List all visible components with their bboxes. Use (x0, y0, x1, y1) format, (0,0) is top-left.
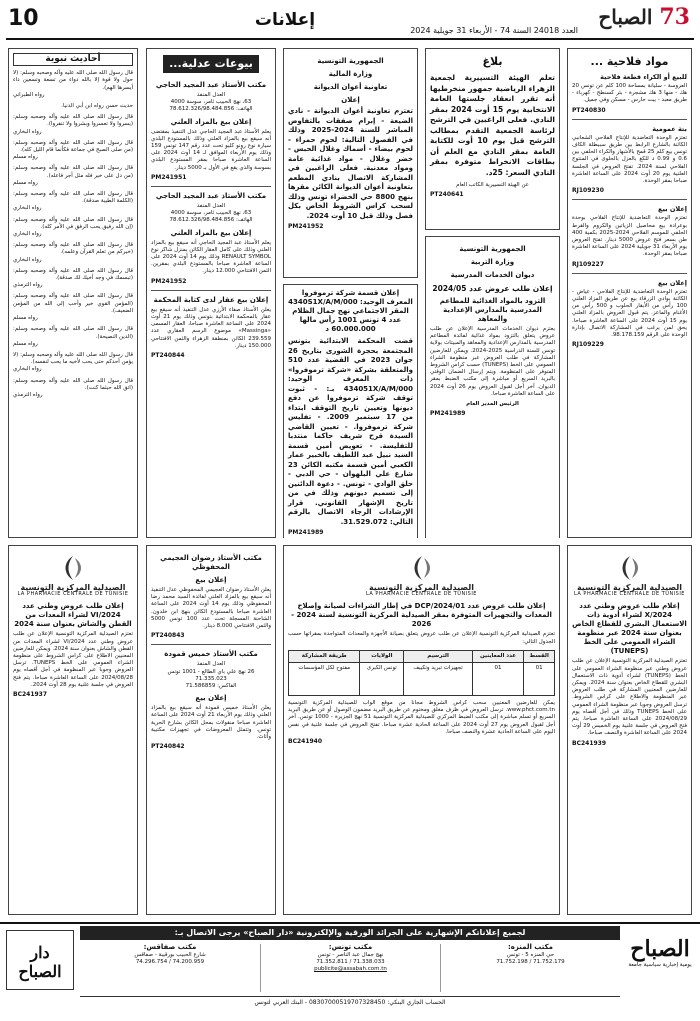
agri-ad-title: إعلان بيع (658, 278, 687, 287)
issue-line: العدد 24018 السنة 74 - الأربعاء 31 جويلية 2024 (410, 26, 578, 35)
gov-line: ديوان الخدمات المدرسية (450, 271, 535, 279)
agri-ad-title: بتة عمومية (652, 124, 687, 133)
customs-title: إعلان (341, 96, 360, 104)
footer-logo-assabah (626, 930, 694, 990)
office-address: نهج جمال عبد الناصر - تونس (317, 952, 384, 958)
agri-ad-body: تعتزم الوحدة التعاضدية للإنتاج الفلاحي بوحدة بوعرادة بيع محاصيل الزياتين والكروم والقرط الحلفي للموسم الفلاحي 2024-2025 بكمية 400 طن بسعر فتح عروض 5000 دينار. تفتح العروض يوم الأربعاء 31 جويلية 2024 على الساعة العاشرة صباحا بمقر الوحدة. (572, 215, 687, 258)
hadith-narrator: رواه الطبراني (13, 91, 45, 98)
table-row (289, 663, 555, 696)
tender-title: إعلان طلب عروض عدد 2024/05 (432, 284, 553, 293)
office-phone: الهاتف: 78.612.326/98.484.856 (169, 217, 253, 224)
maintenance-ref: BC241940 (288, 738, 323, 746)
hadith-text: قال رسول الله صلى الله عليه وآله وصحبه وسلم: (اتق الله حيثما كنت). (13, 377, 133, 391)
hadith-item (13, 326, 133, 348)
hadith-text: قال رسول الله صلى الله عليه وآله وصحبه وسلم: (الدين النصيحة). (13, 326, 133, 340)
legal-ref: PM241989 (288, 529, 324, 536)
pharmacy-tender-body: تعتزم الصيدلية المركزية التونسية الإعلان عن طلب عروض وطني عبر منظومة الشراء العمومي على الخط (TUNEPS) لشراء أدوية ذات الاستعمال البشري للقطاع الخاص بعنوان سنة 2024. ويمكن للعارضين المعنيين المشاركة في طلب العروض عبر المنظومة والاطلاع على كراس الشروط. ترسل العروض وجوبا عبر منظومة الشراء العمومي على الخط TUNEPS وذلك في أجل أقصاه يوم 2024/08/29 على الساعة العاشرة صباحا. يتم فتح العروض في جلسة علنية يوم الخميس 29 أوت 2024 على الساعة العاشرة والنصف صباحا. (572, 658, 688, 737)
legal-body: قضت المحكمة الابتدائية بتونس المجتمعة بحجرة الشورى بتاريخ 26 جوان 2023 في القضية عدد 510 والمتعلقة بشركة «شركة ترموفروا» ذات المعرف الوحيد: 434051X/A/M/000 بـ: - ثبوت توقف شركة ترموفروا عن دفع ديونها وتعيين تاريخ التوقف ابتداء من 17 سبتمبر 2009. - تفليس شركة ترموفروا. - تعيين القاضي السيدة قرح شريف حاكما منتدبا للتفليسة. - تعويض أمين قسمة السيد نبيل عبد اللطيف بالخبير عمار الكعبي أمين قسمة مكتبه الكائن 23 شارع علي البلهوان - حي الدبي - حلق الوادي - تونس. - دعوة الدائنين إلى تسميم ديونهم وذلك في من تاريخ الإشهار القانوني. قرار الإرشادات الرجاء الاتصال بالرقم التالي: 31.529.072. (288, 337, 413, 526)
hadith-list (13, 70, 133, 399)
logo-text: الصباح (598, 5, 653, 29)
hadith-item (13, 378, 133, 400)
header-rule (6, 38, 694, 40)
office-address: حي المنزه 5 - تونس (506, 952, 555, 958)
sale-ref: PM241951 (151, 173, 187, 181)
table-header-cell: القسط (524, 650, 555, 662)
table-cell: 01 (524, 663, 555, 696)
sale-ref: PT240843 (151, 632, 185, 640)
table-cell: 01 (472, 663, 524, 696)
logo-number: 73 (659, 4, 690, 30)
maintenance-intro: تعتزم الصيدلية المركزية التونسية الإعلان عن طلب عروض يتعلق بصيانة الأجهزة والمعدات المتواجدة بمقراتها حسب الجدول التالي: (288, 631, 555, 645)
hadith-item (13, 352, 133, 374)
hadith-narrator: رواه البخاري (13, 205, 42, 212)
hadith-text: قال رسول الله صلى الله عليه وآله وصحبه وسلم: (إن الله رفيق يحب الرفق في الأمر كله). (13, 216, 133, 230)
office-name: مكتب الأستاذ عبد المجيد الحاجي (155, 192, 267, 201)
agri-ad-ref: RJ109227 (572, 260, 604, 268)
legal-capital: المقر الاجتماعي نهج جمال الظلام عدد 4 تونس 1001 رأس مالها 60.000.000 د (292, 307, 409, 333)
hadith-text: قال رسول الله صلى الله عليه وآله وصحبه وسلم: (الكلمة الطيبة صدقة). (13, 191, 133, 205)
sale-title: إعلان بيع (195, 576, 227, 584)
hadith-narrator: رواه مسلم (13, 340, 38, 347)
hadith-text: قال رسول الله صلى الله عليه وآله وصحبه وسلم: (لا حول ولا قوة إلا بالله دواء من تسعة وتسعين داء أيسرها الهم). (13, 70, 133, 91)
table-cell: مفتوح لكل المؤسسات (289, 663, 360, 696)
pharmacy-tender-medicines (567, 545, 692, 915)
footer-bank-line: الحساب الجاري البنكي: 08307000519707328450 - البنك العربي لتونس (80, 996, 620, 1010)
gov-line: وزارة المالية (328, 70, 373, 78)
sale-body: يعلم الأستاذ عبد المجيد الحاجي عدل التنفيذ بمقتضى أنه سيقع بيع بالمزاد العلني وذلك بالمستودع البلدي سيارة نوع رونو كليو تحت عدد رقم 147 تونس 159 وذلك يوم الأربعاء الموافق لـ 14 أوت 2024 على الساعة العاشرة صباحا بمقر المستودع البلدي بسوسة والذي يقع في الأول بـ 5000 دينار. (151, 128, 271, 171)
pharmacy-logo-icon (610, 554, 650, 582)
hadith-item (13, 140, 133, 162)
notice-signature: عن الهيئة التسييرية الكاتب العام (456, 182, 529, 188)
hadith-item (13, 217, 133, 239)
gov-line: تعاونية أعوان الديوانة (313, 83, 388, 91)
office-name: مكتب الأستاذ رضوان العجيمي المحفوظي (160, 554, 262, 571)
office-phone: 71.752.179 / 71.752.198 (496, 959, 565, 965)
agri-ad-body: تعتزم الوحدة التعاضدية للإنتاج الفلاحي - عياض - الكائنة بوادي الزرقاء بيع عن طريق المزاد العلني 100 رأس من الأبقار الحلوب و 500 رأس من الأغنام والماعز. يتم قبول العروض بالمزاد العلني يوم 15 أوت 2024 على الساعة العاشرة صباحا. يحق لمن يرغب في المشاركة الاتصال بإدارة الوحدة على الرقم 98.178.159. (572, 288, 687, 339)
hadith-text: قال رسول الله صلى الله عليه وآله وصحبه وسلم: (المؤمن القوي خير وأحب إلى الله من المؤمن الضعيف). (13, 293, 133, 314)
sale-body: يعلن الأستاذ خميس قمودة أنه سيقع بيع بالمزاد العلني وذلك يوم الأربعاء 21 أوت 2024 على الساعة العاشرة صباحا منقولات بمحل الكائن بشارع الحرية تونس. وتتمثل المعروضات في تجهيزات مكتبية وأثاث. (151, 705, 271, 741)
pharmacy-name: الصيدلية المركزية التونسية (20, 583, 126, 592)
customs-ref: PM241952 (288, 223, 324, 230)
divider (151, 644, 271, 645)
office-title: مكتب صفاقس: (143, 943, 197, 951)
table-cell: تونس الكبرى (360, 663, 404, 696)
hadith-item (13, 165, 133, 187)
office-phone: الهاتف: 78.612.326/98.484.856 (169, 106, 253, 113)
agri-ad-body: تعتزم الوحدة التعاضدية للإنتاج الفلاحي الشعانبي الكائنة بالشارع الرابط بين طريق سبيطلة الكاف تونس بيع كلم 25 قمح بالأشهار والكراء الحلفي بين 0.6 و 0.99 د للكغ بالعزل بالحلوى في المنتوج الفلاحي لسنة 2024. تفتح العروض في الجلسة العلنية يوم 20 أوت 2024 على الساعة العاشرة صباحا بمقر الوحدة. (572, 134, 687, 185)
tender-body: يعتزم ديوان الخدمات المدرسية الإعلان عن طلب عروض يتعلق بالتزود بمواد غذائية لفائدة المطاعم المدرسية بالمدارس الإعدادية والمعاهد والمبيتات بولاية تونس للسنة الدراسية 2025-2024. ويمكن للعارضين المشاركة في طلب العروض عبر منظومة الشراء العمومي على الخط (TUNEPS) حسب كراس الشروط المتوفر على المنظومة. ويتم إرسال الضمان الوقتي بالبريد السريع أو مباشرة إلى مكتب الضبط بمقر الديوان. آخر أجل لقبول العروض يوم 26 أوت 2024 على الساعة العاشرة صباحا. (430, 326, 555, 397)
office-role: العدل المنفذ (196, 92, 226, 98)
divider (572, 119, 687, 120)
gov-line: الجمهورية التونسية (317, 57, 384, 65)
maintenance-table (288, 650, 555, 696)
office-address: شارع الحبيب بورقيبة - صفاقس (134, 952, 206, 958)
club-notice (425, 48, 560, 230)
notice-ref: PT240641 (430, 191, 464, 199)
footer-banner: لجميع إعلاناتكم الإشهارية على الجرائد الورقية والإلكترونية «دار الصباح» يرجى الاتصال بـ: (80, 926, 620, 940)
office-role: العدل المنفذ (196, 203, 226, 210)
table-header-cell: الولايات (360, 650, 404, 662)
school-tender (425, 236, 560, 538)
judicial-section-title: بيوعات عدلية... (163, 55, 259, 73)
hadith-text: قال رسول الله صلى الله عليه وآله وصحبه وسلم: (تبسمك في وجه أخيك لك صدقة). (13, 267, 133, 282)
office-title: مكتب تونس: (328, 943, 373, 951)
hadith-item (13, 242, 133, 264)
legal-title: إعلان قسمة شركة ترموفروا (301, 289, 400, 297)
hadith-item (13, 103, 133, 110)
column-customs (283, 48, 418, 538)
office-name: مكتب الأستاذ خميس قمودة (164, 650, 258, 659)
hadith-item (13, 191, 133, 213)
divider (151, 290, 271, 291)
agri-ad-ref: RJ109229 (572, 341, 604, 349)
column-hadith (8, 48, 138, 538)
agri-ad-title: للبيع أو الكراء قطعة فلاحية (600, 73, 687, 81)
cotton-tender-body: تعتزم الصيدلية المركزية التونسية الإعلان عن طلب عروض وطني عدد 2024/VI لشراء المعدات من القطن والشاش بعنوان سنة 2024. ويمكن للعارضين المعنيين الاطلاع على كراس الشروط على منظومة الشراء العمومي على الخط TUNEPS. ترسل العروض وجوبا عبر المنظومة في أجل أقصاه يوم 2024/08/28 على الساعة العاشرة صباحا. يتم فتح العروض في جلسة علنية يوم 28 أوت 2024. (13, 631, 133, 688)
hadith-narrator: رواه الترمذي (13, 282, 43, 289)
sale-title: إعلان بيع بالمزاد العلني (170, 228, 252, 237)
customs-notice (283, 48, 418, 278)
office-title: مكتب المنزه: (508, 943, 553, 951)
hadith-item (13, 268, 133, 290)
maintenance-body: يمكن للعارضين المعنيين سحب كراس الشروط مجانا من موقع الواب للصيدلية المركزية التونسية www.phct.com.tn. ترسل العروض في ظرف مغلق ومختوم عن طريق البريد مضمون الوصول أو عن طريق البريد السريع أو تسلم مباشرة إلى مكتب الضبط المركزي للصيدلية المركزية التونسية 51 نهج الجزيرة - 1000 تونس. آخر أجل لقبول العروض يوم 27 أوت 2024 على الساعة الحادية عشرة صباحا. تفتح العروض في جلسة علنية في نفس اليوم على الساعة الحادية عشرة والنصف صباحا. (288, 700, 555, 735)
table-cell: تجهيزات تبريد وتكييف (404, 663, 472, 696)
pharmacy-name-fr: LA PHARMACIE CENTRALE DE TUNISIE (17, 591, 129, 598)
pharmacy-name: الصيدلية المركزية التونسية (576, 583, 683, 592)
footer-logo-dar-assabah (6, 930, 74, 990)
column-notices (425, 48, 560, 538)
hadith-narrator: رواه مسلم (13, 154, 38, 161)
office-address: 63، نهج الحبيب ثامر، سوسة 4000 (170, 210, 252, 217)
section-title: إعلانات (254, 10, 316, 30)
sale-ref: PT240844 (151, 352, 185, 360)
notice-title: بلاغ (482, 55, 503, 68)
table-header-cell: الترسيم (404, 650, 472, 662)
column-agricultural (567, 48, 692, 538)
hadith-narrator: رواه مسلم (13, 315, 38, 322)
footer-logo-subtitle: يومية إخبارية سياسية جامعة (628, 962, 692, 968)
notice-body: تعلم الهيئة التسييرية لجمعية الزهراء الرياضية جمهور منخرطيها أنه تقرر انعقاد جلستها العامة الانتخابية يوم 15 أوت 2024 بمقر النادي. فعلى الراغبين في الترشح لرئاسة الجمعية التقدم بمطالب الترشح قبل يوم 10 أوت للكتابة العامة بمقر النادي مع العلم أن بطاقات الانخراط متوفرة بمقر النادي السعر: 25د. (430, 73, 555, 177)
footer-logo-text: دار الصباح (18, 943, 62, 981)
pharmacy-tender-title: إعلام طلب عروض وطني عدد 2024/X لشراء أدوية ذات الاستعمال البشري للقطاع الخاص بعنوان سنة 2024 عبر منظومة الشراء العمومي على الخط (TUNEPS) (572, 602, 687, 656)
divider (572, 273, 687, 274)
hadith-narrator: رواه البخاري (13, 256, 42, 263)
hadith-text: قال رسول الله صلى الله عليه وآله وصحبه وسلم: (يسروا ولا تعسروا وبشروا ولا تنفروا). (13, 114, 133, 128)
legal-notice (283, 284, 418, 538)
pharmacy-name: الصيدلية المركزية التونسية (368, 583, 475, 592)
cotton-tender-ref: BC241937 (13, 691, 48, 699)
maintenance-title: إعلان طلب عروض عدد 2024/01/DCP في إطار الشراءات لصيانة وإصلاح المعدات والتجهيزات المتوفرة بمقر الصيدلية المركزية التونسية لسنة 2024 - 2026 (291, 602, 552, 629)
sale-title: إعلان بيع (195, 694, 227, 703)
footer-logo-text: الصباح (630, 936, 690, 962)
sale-body: يعلن الأستاذ رضوان العجيمي المحفوظي عدل التنفيذ أنه سيقع بيع بالمزاد العلني لفائدة السيد محمد رضا المحفوظي وذلك يوم 14 أوت 2024 على الساعة العاشرة صباحا بالمستودع الكائن بنهج ابن خلدون. الشاحنة المسجلة تحت عدد 100 تونس 5000 والثمن الافتتاحي 8.000 دينار. (151, 587, 271, 630)
hadith-item (13, 70, 133, 99)
hadith-item (13, 114, 133, 136)
pharmacy-logo-icon (402, 554, 442, 582)
table-header-cell: طريقة المشاركة (289, 650, 360, 662)
hadith-text: قال رسول الله صلى الله عليه وآله وصحبه وسلم: (من دل على خير فله مثل أجر فاعله). (13, 165, 133, 179)
agri-ad-title: إعلان بيع (658, 205, 687, 214)
hadith-narrator: رواه الترمذي (13, 391, 43, 398)
office-role: العدل المنفذ (196, 661, 226, 668)
pharmacy-tender-ref: BC241939 (572, 739, 607, 747)
divider (572, 199, 687, 200)
tender-signature: الرئيس المدير العام (466, 401, 519, 408)
hadith-item (13, 293, 133, 322)
cotton-tender-title: إعلان طلب عروض وطني عدد 2024/VI لشراء المعدات من القطن والشاش بعنوان سنة 2024 (14, 602, 132, 629)
pharmacy-logo-icon (53, 554, 93, 582)
legal-id: المعرف الوحيد: 4340S1X/A/M/000 (288, 298, 413, 306)
footer-office-sfax (80, 944, 260, 992)
hadith-text: قال رسول الله صلى الله عليه وآله وصحبه وسلم: (خيركم من تعلم القرآن وعلمه). (13, 242, 133, 256)
pharmacy-tender-cotton (8, 545, 138, 915)
pharmacy-tender-maintenance (283, 545, 560, 915)
office-fax: الفاكس: 71.586859 (185, 683, 237, 690)
sale-title: إعلان بيع بالمزاد العلني (170, 117, 252, 126)
footer-office-menzah (440, 944, 620, 992)
office-phone: 71.335.023 (195, 675, 227, 682)
sale-title: إعلان بيع عقار لدى كتابة المحكمة (153, 295, 269, 304)
tender-subtitle: التزود بالمواد الغذائية للمطاعم المدرسية بالمدارس الإعدادية والمعاهد (439, 297, 546, 323)
agri-section-title: مواد فلاحية ... (590, 55, 669, 68)
agri-ad-ref: RJ109230 (572, 187, 604, 195)
customs-body: تعتزم تعاونية أعوان الديوانة - نادي الضيعة - إبرام صفقات بالتفاوض المباشر للسنة 2024-2025 وذلك في الفصول التالية: لحوم حمراء - لحوم بيضاء - أسماك وغلال الحبس - خضر وغلال - مواد غذائية عامة ومواد معدنية. فعلى الراغبين في المشاركة الاتصال بنادي المطعم بتعاونية أعوان الديوانة الكائن مقرها بنهج 8800 حي الخضراء تونس وذلك لسحب كراس الشروط الخاص بكل فصل وذلك قبل 10 أوت 2024. (288, 107, 413, 220)
hadith-narrator: رواه مسلم (13, 179, 38, 186)
office-phone: 71.338.033 / 71.352.811 (316, 959, 385, 965)
footer-email-link[interactable]: publicite@assabah.com.tn (314, 966, 387, 972)
bailiff-notices-lower (146, 545, 276, 915)
hadith-narrator: رواه البخاري (13, 231, 42, 238)
divider (151, 186, 271, 187)
pharmacy-name-fr: LA PHARMACIE CENTRALE DE TUNISIE (366, 591, 477, 598)
agri-ad-body: العروسة - سليانة بمساحة 100 كلم عن تونس 20 هك - منها 3 هك مشجرة - بئر كسنطح - كهرباء - طريق معبد - بيت حارس - مسكن وفي جميل. (572, 83, 687, 104)
sale-body: يعلم الأستاذ عبد المجيد الحاجي أنه سيقع بيع بالمزاد العلني وذلك على كامل العقار الكائن بمنزل شاكر نوع RENAULT SYMBOL وذلك يوم 14 أوت 2024 على الساعة العاشرة صباحا بالمستودع البلدي بمقرين. الثمن الافتتاحي 12.000 دينار. (150, 239, 271, 275)
sale-body: يعلن الأستاذ صفاء الأرزي عدل التنفيذ أنه سيقع بيع عقار بالمحكمة الابتدائية بتونس وذلك يوم 21 أوت 2024 على الساعة العاشرة صباحا، العقار المسمى «Massinga» موضوع الرسم العقاري عدد 239.559 الكائن بمنطقة الزهراء والثمن الافتتاحي 150.000 دينار. (151, 306, 271, 349)
hadith-text: حديث حسن رواه ابن أبي الدنيا. (61, 103, 133, 110)
footer-office-tunis (260, 944, 440, 992)
sale-ref: PT240842 (151, 743, 185, 751)
sale-ref: PM241952 (151, 277, 187, 285)
tender-ref: PM241989 (430, 410, 466, 418)
hadith-narrator: رواه البخاري (13, 366, 42, 373)
office-address: 26 نهج علي باي الطالع - 1001 تونس (167, 668, 255, 675)
hadith-text: قال رسول الله صلى الله عليه وآله وصحبه وسلم: (من صلى الصبح في جماعة فكأنما قام الليل كله). (13, 139, 133, 154)
agri-ad-ref: PT240830 (572, 106, 606, 114)
pharmacy-name-fr: LA PHARMACIE CENTRALE DE TUNISIE (574, 591, 685, 598)
hadith-text: قال رسول الله صلى الله عليه وآله وصحبه وسلم: (لا يؤمن أحدكم حتى يحب لأخيه ما يحب لنفسه). (13, 351, 133, 366)
gov-line: وزارة التربية (470, 258, 515, 266)
table-header-cell: عدد المعاينين (472, 650, 524, 662)
page-number: 10 (8, 6, 39, 31)
newspaper-logo (580, 4, 690, 32)
office-phone: 74.200.959 / 74.296.754 (135, 959, 205, 965)
column-judicial-sales (146, 48, 276, 538)
office-name: مكتب الأستاذ عبد المجيد الحاجي (155, 81, 267, 89)
office-address: 63، نهج الحبيب ثامر، سوسة 4000 (170, 99, 252, 106)
gov-line: الجمهورية التونسية (459, 245, 526, 253)
hadith-section-title: أحاديث نبوية (13, 53, 133, 66)
hadith-narrator: رواه البخاري (13, 128, 42, 135)
